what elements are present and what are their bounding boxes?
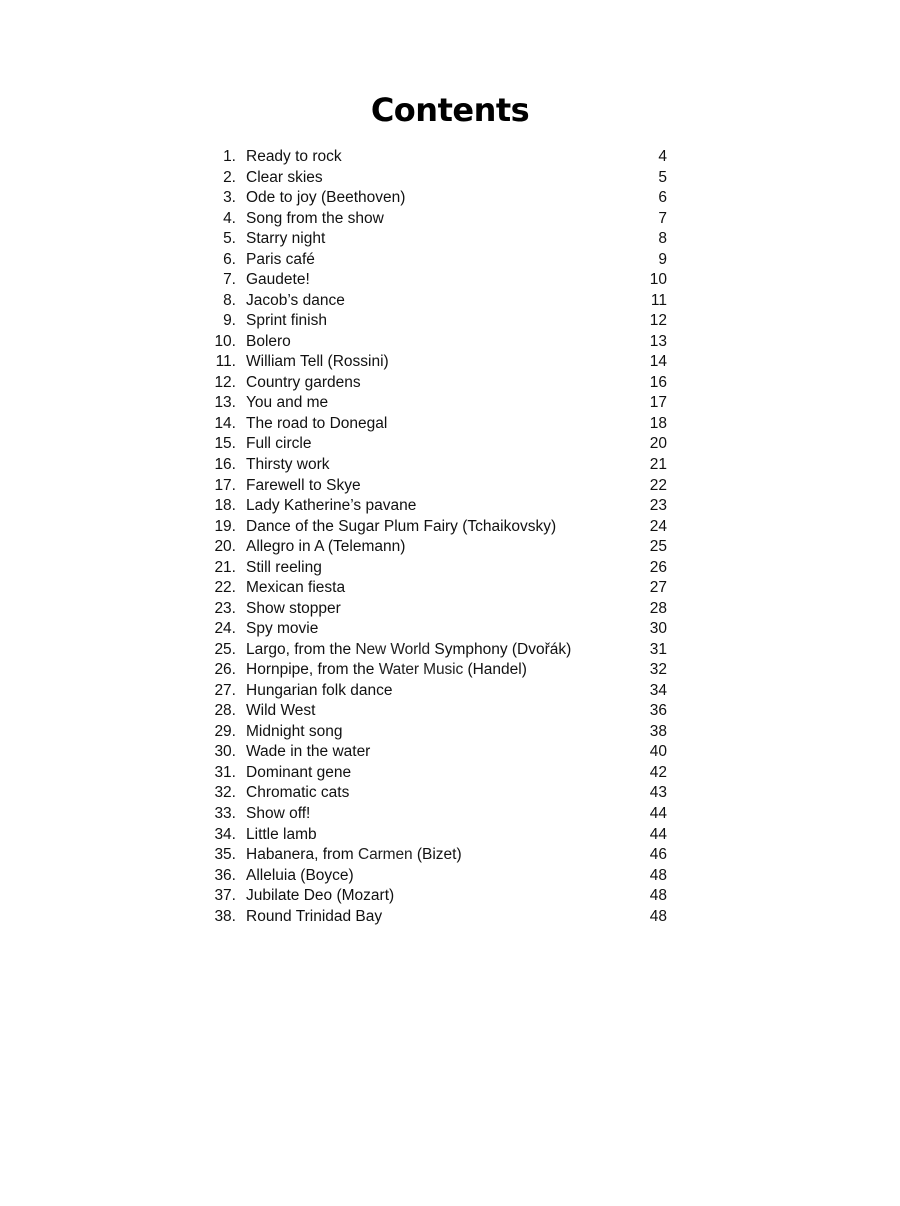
entry-title: Full circle <box>246 435 312 453</box>
entry-title: Ode to joy (Beethoven) <box>246 189 406 207</box>
entry-title: The road to Donegal <box>246 414 388 432</box>
entry-page-number: 38 <box>649 722 667 740</box>
toc-entry <box>200 250 670 271</box>
toc-entry <box>200 804 670 825</box>
entry-number: 18. <box>214 497 236 515</box>
entry-number: 37. <box>214 887 236 905</box>
entry-page-number: 42 <box>649 763 667 781</box>
entry-title: Lady Katherine’s pavane <box>246 497 417 515</box>
toc-entry <box>200 209 670 230</box>
toc-entry <box>200 414 670 435</box>
entry-number: 38. <box>214 907 236 925</box>
toc-entry <box>200 434 670 455</box>
toc-entry <box>200 578 670 599</box>
entry-number: 29. <box>214 722 236 740</box>
entry-page-number: 32 <box>649 661 667 679</box>
toc-entry <box>200 496 670 517</box>
entry-number: 7. <box>223 271 236 289</box>
toc-entry <box>200 640 670 661</box>
toc-entry <box>200 866 670 887</box>
toc-entry <box>200 619 670 640</box>
entry-number: 28. <box>214 702 236 720</box>
entry-number: 32. <box>214 784 236 802</box>
entry-title: Gaudete! <box>246 271 310 289</box>
toc-entry <box>200 270 670 291</box>
entry-page-number: 24 <box>649 517 667 535</box>
entry-page-number: 7 <box>658 209 667 227</box>
entry-number: 26. <box>214 661 236 679</box>
entry-title: Farewell to Skye <box>246 476 361 494</box>
toc-entry <box>200 907 670 928</box>
entry-page-number: 25 <box>649 538 667 556</box>
work-title: New World <box>355 640 431 658</box>
entry-number: 30. <box>214 743 236 761</box>
toc-entry <box>200 476 670 497</box>
entry-page-number: 36 <box>649 702 667 720</box>
entry-title: Dominant gene <box>246 763 352 781</box>
entry-page-number: 48 <box>649 887 667 905</box>
entry-title: Jacob’s dance <box>246 291 345 309</box>
toc-entry <box>200 147 670 168</box>
toc-entry <box>200 291 670 312</box>
entry-number: 19. <box>214 517 236 535</box>
entry-page-number: 10 <box>649 271 667 289</box>
entry-title: Clear skies <box>246 168 323 186</box>
entry-title: Bolero <box>246 332 291 350</box>
entry-number: 3. <box>223 189 236 207</box>
work-title: Water Music <box>378 661 464 679</box>
toc-entry <box>200 332 670 353</box>
title-text: Symphony (Dvořák) <box>430 640 572 658</box>
entry-number: 27. <box>214 681 236 699</box>
entry-number: 33. <box>214 805 236 822</box>
entry-number: 35. <box>214 846 236 864</box>
entry-number: 21. <box>214 558 236 576</box>
entry-page-number: 44 <box>649 825 667 843</box>
entry-number: 25. <box>214 640 236 658</box>
entry-title: Wade in the water <box>246 743 371 761</box>
entry-title: Allegro in A (Telemann) <box>246 538 406 556</box>
entry-page-number: 40 <box>649 743 667 761</box>
entry-number: 1. <box>223 148 236 165</box>
entry-number: 16. <box>214 455 236 473</box>
work-title: Carmen <box>358 846 413 864</box>
entry-page-number: 27 <box>649 579 667 597</box>
title-text: Hornpipe, from the <box>246 661 379 679</box>
entry-page-number: 31 <box>649 640 667 658</box>
entry-number: 12. <box>214 373 236 391</box>
entry-number: 5. <box>223 230 236 248</box>
entry-title: Thirsty work <box>246 455 330 473</box>
toc-entry <box>200 701 670 722</box>
toc-entry <box>200 742 670 763</box>
toc-entry <box>200 188 670 209</box>
entry-title: William Tell (Rossini) <box>246 353 389 371</box>
entry-title: Round Trinidad Bay <box>246 907 383 925</box>
entry-page-number: 8 <box>658 230 667 248</box>
entry-page-number: 26 <box>649 558 667 576</box>
entry-page-number: 9 <box>658 250 667 268</box>
entry-number: 4. <box>223 209 236 227</box>
entry-title: You and me <box>246 394 329 412</box>
title-text: (Handel) <box>463 661 527 679</box>
toc-entry <box>200 845 670 866</box>
entry-title <box>246 660 527 681</box>
entry-page-number: 23 <box>649 497 667 515</box>
toc-entry <box>200 537 670 558</box>
entry-number: 9. <box>223 312 236 330</box>
entry-page-number: 34 <box>649 681 667 699</box>
title-text: (Bizet) <box>412 846 462 864</box>
toc-entry <box>200 599 670 620</box>
entry-page-number: 12 <box>649 312 667 330</box>
title-text: Largo, from the <box>246 640 356 658</box>
entry-page-number: 46 <box>649 846 667 864</box>
table-of-contents <box>200 147 670 927</box>
entry-page-number: 22 <box>649 476 667 494</box>
toc-entry <box>200 722 670 743</box>
entry-title: Dance of the Sugar Plum Fairy (Tchaikovsky) <box>246 517 557 535</box>
toc-entry <box>200 783 670 804</box>
entry-title: Jubilate Deo (Mozart) <box>246 887 395 905</box>
toc-entry <box>200 517 670 538</box>
entry-title: Little lamb <box>246 825 317 843</box>
entry-page-number: 18 <box>649 414 667 432</box>
entry-title: Starry night <box>246 230 326 248</box>
entry-title <box>246 845 462 866</box>
entry-number: 14. <box>214 414 236 432</box>
entry-number: 6. <box>223 250 236 268</box>
entry-page-number: 6 <box>658 189 667 207</box>
entry-number: 20. <box>214 538 236 556</box>
entry-page-number: 48 <box>649 907 667 925</box>
toc-entry <box>200 558 670 579</box>
entry-title: Paris café <box>246 250 315 268</box>
entry-title: Spy movie <box>246 620 319 638</box>
entry-page-number: 4 <box>658 148 667 165</box>
entry-title: Ready to rock <box>246 148 342 165</box>
entry-title: Mexican fiesta <box>246 579 346 597</box>
entry-number: 36. <box>214 866 236 884</box>
entry-page-number: 5 <box>658 168 667 186</box>
entry-number: 17. <box>214 476 236 494</box>
entry-title: Hungarian folk dance <box>246 681 393 699</box>
entry-number: 34. <box>214 825 236 843</box>
toc-entry <box>200 825 670 846</box>
entry-page-number: 17 <box>649 394 667 412</box>
entry-page-number: 13 <box>649 332 667 350</box>
entry-title: Show stopper <box>246 599 341 617</box>
entry-title: Show off! <box>246 805 311 822</box>
entry-title: Alleluia (Boyce) <box>246 866 354 884</box>
entry-number: 10. <box>214 332 236 350</box>
entry-page-number: 28 <box>649 599 667 617</box>
toc-entry <box>200 352 670 373</box>
entry-page-number: 21 <box>649 455 667 473</box>
toc-entry <box>200 660 670 681</box>
toc-entry <box>200 886 670 907</box>
entry-title: Country gardens <box>246 373 361 391</box>
entry-title: Song from the show <box>246 209 384 227</box>
entry-page-number: 48 <box>649 866 667 884</box>
entry-number: 13. <box>214 394 236 412</box>
entry-page-number: 44 <box>649 805 667 822</box>
page-title: Contents <box>370 91 530 130</box>
entry-page-number: 30 <box>649 620 667 638</box>
toc-entry <box>200 229 670 250</box>
entry-page-number: 20 <box>649 435 667 453</box>
toc-entry <box>200 373 670 394</box>
entry-page-number: 43 <box>649 784 667 802</box>
entry-title: Midnight song <box>246 722 343 740</box>
entry-title: Still reeling <box>246 558 322 576</box>
entry-title: Wild West <box>246 702 316 720</box>
entry-title: Sprint finish <box>246 312 327 330</box>
entry-number: 31. <box>214 763 236 781</box>
title-text: Habanera, from <box>246 846 358 864</box>
entry-number: 2. <box>223 168 236 186</box>
entry-number: 22. <box>214 579 236 597</box>
entry-number: 24. <box>214 620 236 638</box>
toc-entry <box>200 393 670 414</box>
entry-number: 11. <box>215 353 236 371</box>
entry-title: Chromatic cats <box>246 784 350 802</box>
entry-number: 8. <box>223 291 236 309</box>
toc-entry <box>200 455 670 476</box>
entry-page-number: 11 <box>650 291 667 309</box>
entry-page-number: 14 <box>649 353 667 371</box>
entry-number: 23. <box>214 599 236 617</box>
toc-entry <box>200 763 670 784</box>
toc-entry <box>200 168 670 189</box>
toc-entry <box>200 681 670 702</box>
entry-page-number: 16 <box>649 373 667 391</box>
entry-title <box>246 640 571 661</box>
toc-entry <box>200 311 670 332</box>
entry-number: 15. <box>214 435 236 453</box>
